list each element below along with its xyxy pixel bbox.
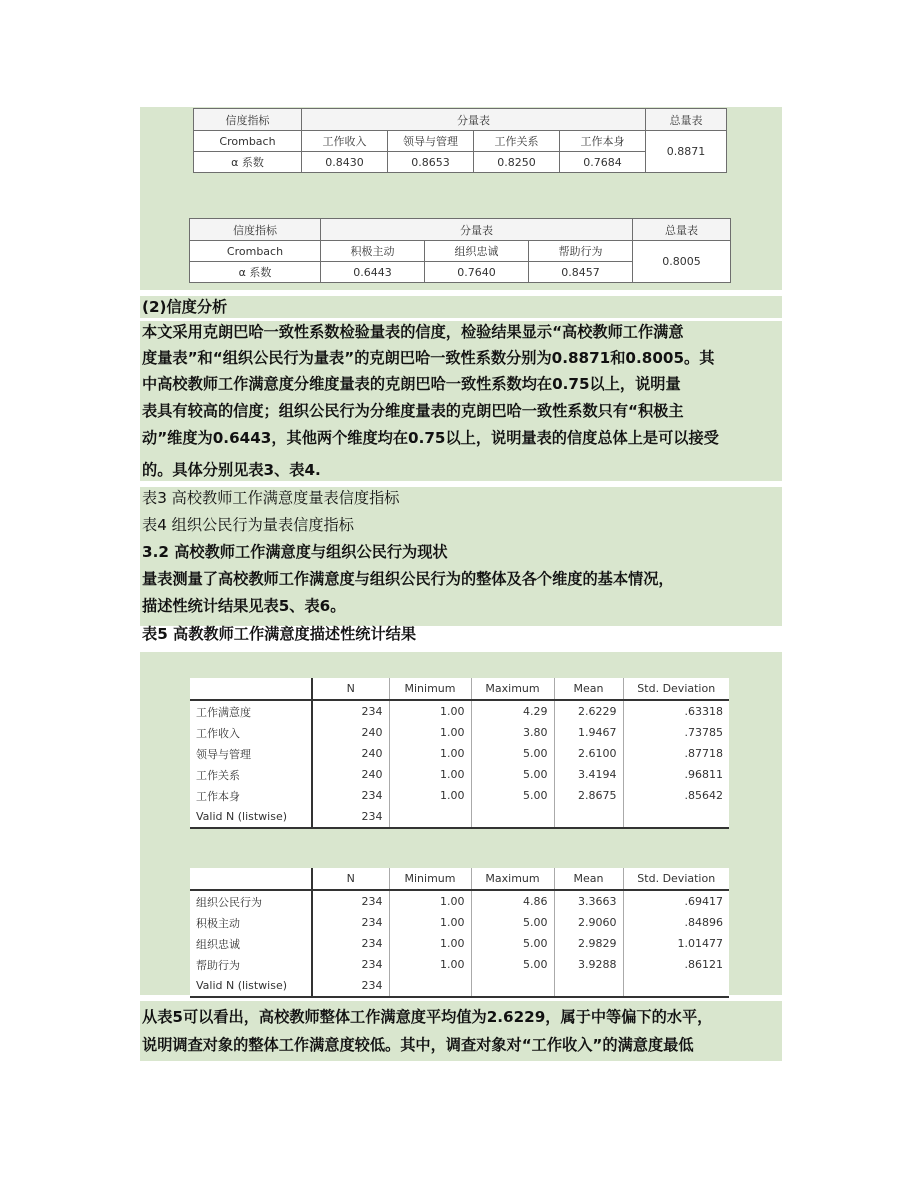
dimension-cell: 帮助行为	[529, 241, 633, 262]
section-heading: 3.2 高校教师工作满意度与组织公民行为现状	[142, 543, 448, 561]
row-label-crombach: Crombach	[190, 241, 321, 262]
paragraph-line: 动”维度为0.6443，其他两个维度均在0.75以上，说明量表的信度总体上是可以接受	[142, 429, 719, 447]
cell-min: 1.00	[389, 933, 471, 954]
cell-mean: 3.9288	[554, 954, 623, 975]
cell-min	[389, 806, 471, 828]
table-row	[190, 933, 729, 954]
column-header: Minimum	[389, 868, 471, 890]
cell-max: 5.00	[471, 954, 554, 975]
cell-mean: 3.3663	[554, 890, 623, 912]
cell-n: 240	[312, 743, 389, 764]
cell-mean	[554, 806, 623, 828]
reliability-table-2	[189, 218, 731, 283]
cell-n: 234	[312, 933, 389, 954]
row-label-crombach: Crombach	[194, 131, 302, 152]
cell-sd: .69417	[684, 895, 723, 908]
paragraph-line: 度量表”和“组织公民行为量表”的克朗巴哈一致性系数分别为0.8871和0.8005。其	[142, 349, 715, 367]
table-row	[190, 700, 729, 722]
cell-n: 240	[312, 722, 389, 743]
cell-min: 1.00	[389, 743, 471, 764]
row-label-alpha: α 系数	[190, 262, 321, 283]
paragraph-line: 本文采用克朗巴哈一致性系数检验量表的信度，检验结果显示“高校教师工作满意	[142, 323, 684, 341]
cell-mean: 2.6229	[554, 700, 623, 722]
cell-min: 1.00	[389, 785, 471, 806]
cell-max: 4.86	[471, 890, 554, 912]
column-header: Mean	[554, 868, 623, 890]
header-subscale: 分量表	[302, 109, 646, 131]
cell-n: 240	[312, 764, 389, 785]
alpha-value: 0.7684	[560, 152, 646, 173]
row-label: 组织忠诚	[190, 933, 312, 954]
cell-sd: 1.01477	[677, 937, 723, 950]
header-indicator: 信度指标	[194, 109, 302, 131]
cell-mean: 2.9060	[554, 912, 623, 933]
row-label: 帮助行为	[190, 954, 312, 975]
table-caption-4: 表4 组织公民行为量表信度指标	[142, 516, 354, 534]
cell-max	[471, 806, 554, 828]
cell-sd: .63318	[684, 705, 723, 718]
cell-sd: .73785	[684, 726, 723, 739]
paragraph-line: 表具有较高的信度；组织公民行为分维度量表的克朗巴哈一致性系数只有“积极主	[142, 402, 684, 420]
cell-mean: 1.9467	[554, 722, 623, 743]
table-row-valid-n	[190, 975, 729, 997]
section-heading: (2)信度分析	[142, 298, 228, 316]
cell-sd: .85642	[684, 789, 723, 802]
column-header-blank	[190, 678, 312, 700]
cell-max: 5.00	[471, 743, 554, 764]
paragraph-line: 从表5可以看出，高校教师整体工作满意度平均值为2.6229，属于中等偏下的水平，	[142, 1008, 713, 1026]
reliability-table-1	[193, 108, 727, 173]
dimension-cell: 工作收入	[302, 131, 388, 152]
alpha-value: 0.6443	[321, 262, 425, 283]
cell-sd	[623, 975, 729, 997]
paragraph-line: 的。具体分别见表3、表4.	[142, 461, 321, 479]
column-header: Mean	[554, 678, 623, 700]
header-total: 总量表	[633, 219, 731, 241]
cell-sd: .86121	[684, 958, 723, 971]
row-label: 积极主动	[190, 912, 312, 933]
column-header: N	[312, 868, 389, 890]
table-row	[190, 785, 729, 806]
row-label: 工作收入	[190, 722, 312, 743]
cell-max: 5.00	[471, 785, 554, 806]
alpha-value: 0.8457	[529, 262, 633, 283]
row-label: Valid N (listwise)	[190, 806, 312, 828]
dimension-cell: 组织忠诚	[425, 241, 529, 262]
table-row	[190, 743, 729, 764]
table-row	[190, 890, 729, 912]
cell-n: 234	[312, 890, 389, 912]
cell-mean	[554, 975, 623, 997]
table-row-valid-n	[190, 806, 729, 828]
header-subscale: 分量表	[321, 219, 633, 241]
table-row	[190, 912, 729, 933]
cell-n: 234	[312, 700, 389, 722]
column-header: Std. Deviation	[623, 678, 729, 700]
row-label: 工作满意度	[190, 700, 312, 722]
cell-max: 5.00	[471, 764, 554, 785]
row-label: 工作本身	[190, 785, 312, 806]
cell-min	[389, 975, 471, 997]
table-caption-5: 表5 高教教师工作满意度描述性统计结果	[142, 625, 417, 643]
alpha-value: 0.8250	[474, 152, 560, 173]
row-label: 组织公民行为	[190, 890, 312, 912]
cell-max	[471, 975, 554, 997]
cell-mean: 3.4194	[554, 764, 623, 785]
column-header: N	[312, 678, 389, 700]
alpha-value: 0.8430	[302, 152, 388, 173]
cell-sd: .96811	[684, 768, 723, 781]
total-value: 0.8871	[646, 131, 727, 173]
cell-sd	[623, 806, 729, 828]
dimension-cell: 领导与管理	[388, 131, 474, 152]
row-label: 工作关系	[190, 764, 312, 785]
paragraph-line: 说明调查对象的整体工作满意度较低。其中，调查对象对“工作收入”的满意度最低	[142, 1036, 694, 1054]
column-header: Maximum	[471, 868, 554, 890]
column-header-blank	[190, 868, 312, 890]
cell-min: 1.00	[389, 954, 471, 975]
cell-max: 5.00	[471, 912, 554, 933]
cell-n: 234	[312, 785, 389, 806]
table-row	[190, 722, 729, 743]
cell-min: 1.00	[389, 890, 471, 912]
paragraph-line: 描述性统计结果见表5、表6。	[142, 597, 346, 615]
row-label-alpha: α 系数	[194, 152, 302, 173]
row-label: 领导与管理	[190, 743, 312, 764]
dimension-cell: 工作关系	[474, 131, 560, 152]
cell-min: 1.00	[389, 700, 471, 722]
cell-max: 5.00	[471, 933, 554, 954]
alpha-value: 0.8653	[388, 152, 474, 173]
table-row	[190, 764, 729, 785]
cell-mean: 2.6100	[554, 743, 623, 764]
cell-n: 234	[312, 954, 389, 975]
cell-sd: .84896	[684, 916, 723, 929]
cell-max: 4.29	[471, 700, 554, 722]
cell-min: 1.00	[389, 764, 471, 785]
paragraph-line: 量表测量了高校教师工作满意度与组织公民行为的整体及各个维度的基本情况，	[142, 570, 674, 588]
column-header: Maximum	[471, 678, 554, 700]
dimension-cell: 工作本身	[560, 131, 646, 152]
descriptive-table-2	[190, 868, 729, 998]
row-label: Valid N (listwise)	[190, 975, 312, 997]
total-value: 0.8005	[633, 241, 731, 283]
cell-n: 234	[312, 912, 389, 933]
table-caption-3: 表3 高校教师工作满意度量表信度指标	[142, 489, 400, 507]
column-header: Minimum	[389, 678, 471, 700]
alpha-value: 0.7640	[425, 262, 529, 283]
descriptive-table-1	[190, 678, 729, 829]
table-row	[190, 954, 729, 975]
cell-sd: .87718	[684, 747, 723, 760]
header-total: 总量表	[646, 109, 727, 131]
cell-mean: 2.9829	[554, 933, 623, 954]
dimension-cell: 积极主动	[321, 241, 425, 262]
column-header: Std. Deviation	[623, 868, 729, 890]
cell-n: 234	[312, 806, 389, 828]
header-indicator: 信度指标	[190, 219, 321, 241]
cell-mean: 2.8675	[554, 785, 623, 806]
cell-max: 3.80	[471, 722, 554, 743]
cell-min: 1.00	[389, 912, 471, 933]
paragraph-line: 中高校教师工作满意度分维度量表的克朗巴哈一致性系数均在0.75以上，说明量	[142, 375, 681, 393]
cell-n: 234	[312, 975, 389, 997]
cell-min: 1.00	[389, 722, 471, 743]
